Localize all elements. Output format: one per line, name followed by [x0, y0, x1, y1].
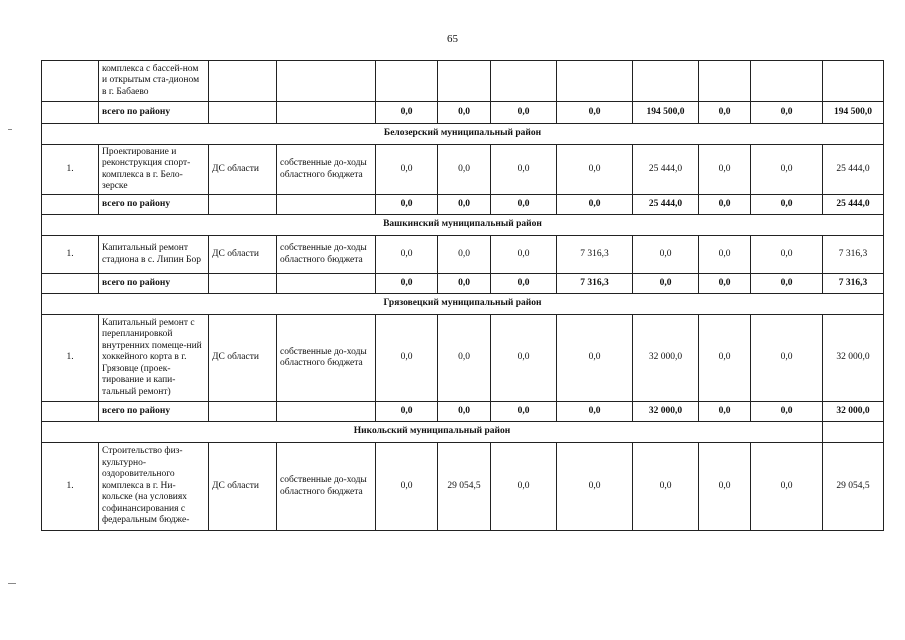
funding-type: собственные до-ходы областного бюджета: [277, 236, 376, 274]
district-name: Белозерский муниципальный район: [42, 124, 884, 145]
value-cell: 0,0: [751, 145, 823, 195]
value-cell: 0,0: [557, 102, 633, 124]
value-cell: 0,0: [751, 236, 823, 274]
value-cell: 0,0: [557, 195, 633, 215]
district-header-row: [42, 215, 884, 236]
value-cell: 0,0: [438, 195, 491, 215]
value-cell: 7 316,3: [823, 236, 884, 274]
value-cell: 0,0: [438, 102, 491, 124]
value-cell: 0,0: [438, 402, 491, 422]
value-cell: 0,0: [557, 402, 633, 422]
value-cell: 32 000,0: [823, 402, 884, 422]
district-name: Грязовецкий муниципальный район: [42, 294, 884, 315]
row-number: 1.: [42, 443, 99, 531]
value-cell: 29 054,5: [823, 443, 884, 531]
scan-mark: [8, 129, 12, 130]
district-total-row: [42, 195, 884, 215]
value-cell: 0,0: [751, 195, 823, 215]
district-total-row: [42, 274, 884, 294]
value-cell: 0,0: [699, 236, 751, 274]
value-cell: 0,0: [438, 145, 491, 195]
value-cell: 0,0: [751, 443, 823, 531]
district-name: Никольский муниципальный район: [42, 422, 823, 443]
value-cell: 25 444,0: [633, 195, 699, 215]
row-number: 1.: [42, 145, 99, 195]
value-cell: 0,0: [751, 102, 823, 124]
value-cell: 0,0: [557, 315, 633, 402]
value-cell: 0,0: [376, 402, 438, 422]
district-header-row: [42, 124, 884, 145]
value-cell: 7 316,3: [823, 274, 884, 294]
value-cell: 0,0: [557, 145, 633, 195]
value-cell: 0,0: [633, 443, 699, 531]
object-name: Строительство физ-культурно-оздоровительного комплекса в г. Ни-кольске (на условиях софинансирования с федеральным бюдже-: [99, 443, 209, 531]
table-row: [42, 61, 884, 102]
value-cell: 25 444,0: [633, 145, 699, 195]
total-label: всего по району: [99, 195, 209, 215]
funding-source: ДС области: [209, 236, 277, 274]
district-total-row: [42, 402, 884, 422]
value-cell: 7 316,3: [557, 274, 633, 294]
value-cell: 0,0: [633, 236, 699, 274]
value-cell: 0,0: [376, 145, 438, 195]
value-cell: 0,0: [438, 274, 491, 294]
value-cell: 7 316,3: [557, 236, 633, 274]
table-row: [42, 315, 884, 402]
value-cell: 0,0: [438, 236, 491, 274]
value-cell: 0,0: [699, 402, 751, 422]
funding-source: ДС области: [209, 145, 277, 195]
value-cell: 29 054,5: [438, 443, 491, 531]
value-cell: 0,0: [699, 274, 751, 294]
district-name: Вашкинский муниципальный район: [42, 215, 884, 236]
value-cell: 0,0: [751, 315, 823, 402]
value-cell: 32 000,0: [633, 315, 699, 402]
table-row: [42, 145, 884, 195]
value-cell: 32 000,0: [633, 402, 699, 422]
value-cell: 0,0: [491, 315, 557, 402]
value-cell: 0,0: [699, 315, 751, 402]
value-cell: 0,0: [491, 145, 557, 195]
value-cell: 0,0: [376, 236, 438, 274]
value-cell: 0,0: [491, 274, 557, 294]
table-row: [42, 236, 884, 274]
value-cell: 25 444,0: [823, 145, 884, 195]
object-name: Капитальный ремонт с перепланировкой внутренних помеще-ний хоккейного корта в г. Грязовце (проек-тирование и капи-тальный ремонт): [99, 315, 209, 402]
table-row: [42, 443, 884, 531]
funding-source: ДС области: [209, 315, 277, 402]
object-name: комплекса с бассей-ном и открытым ста-дионом в г. Бабаево: [99, 61, 209, 102]
district-total-row: [42, 102, 884, 124]
total-label: всего по району: [99, 402, 209, 422]
district-header-row: [42, 422, 884, 443]
value-cell: 0,0: [491, 443, 557, 531]
value-cell: 25 444,0: [823, 195, 884, 215]
value-cell: 0,0: [491, 102, 557, 124]
value-cell: 32 000,0: [823, 315, 884, 402]
value-cell: 0,0: [751, 274, 823, 294]
value-cell: 0,0: [491, 236, 557, 274]
value-cell: 0,0: [491, 195, 557, 215]
funding-type: собственные до-ходы областного бюджета: [277, 315, 376, 402]
row-number: 1.: [42, 315, 99, 402]
value-cell: 194 500,0: [823, 102, 884, 124]
value-cell: 0,0: [699, 443, 751, 531]
value-cell: 0,0: [376, 195, 438, 215]
object-name: Проектирование и реконструкция спорт-комплекса в г. Бело-зерске: [99, 145, 209, 195]
value-cell: 0,0: [633, 274, 699, 294]
value-cell: 0,0: [376, 315, 438, 402]
value-cell: 0,0: [699, 102, 751, 124]
funding-source: ДС области: [209, 443, 277, 531]
value-cell: 0,0: [557, 443, 633, 531]
district-header-row: [42, 294, 884, 315]
funding-type: собственные до-ходы областного бюджета: [277, 443, 376, 531]
scan-mark: [8, 583, 16, 584]
value-cell: 0,0: [376, 274, 438, 294]
row-number: 1.: [42, 236, 99, 274]
page-number: 65: [447, 33, 458, 45]
funding-type: собственные до-ходы областного бюджета: [277, 145, 376, 195]
value-cell: 0,0: [491, 402, 557, 422]
funding-table: [41, 60, 884, 531]
value-cell: 0,0: [699, 145, 751, 195]
total-label: всего по району: [99, 102, 209, 124]
total-label: всего по району: [99, 274, 209, 294]
value-cell: 0,0: [751, 402, 823, 422]
value-cell: 0,0: [376, 102, 438, 124]
object-name: Капитальный ремонт стадиона в с. Липин Бор: [99, 236, 209, 274]
value-cell: 0,0: [376, 443, 438, 531]
value-cell: 194 500,0: [633, 102, 699, 124]
value-cell: 0,0: [438, 315, 491, 402]
value-cell: 0,0: [699, 195, 751, 215]
